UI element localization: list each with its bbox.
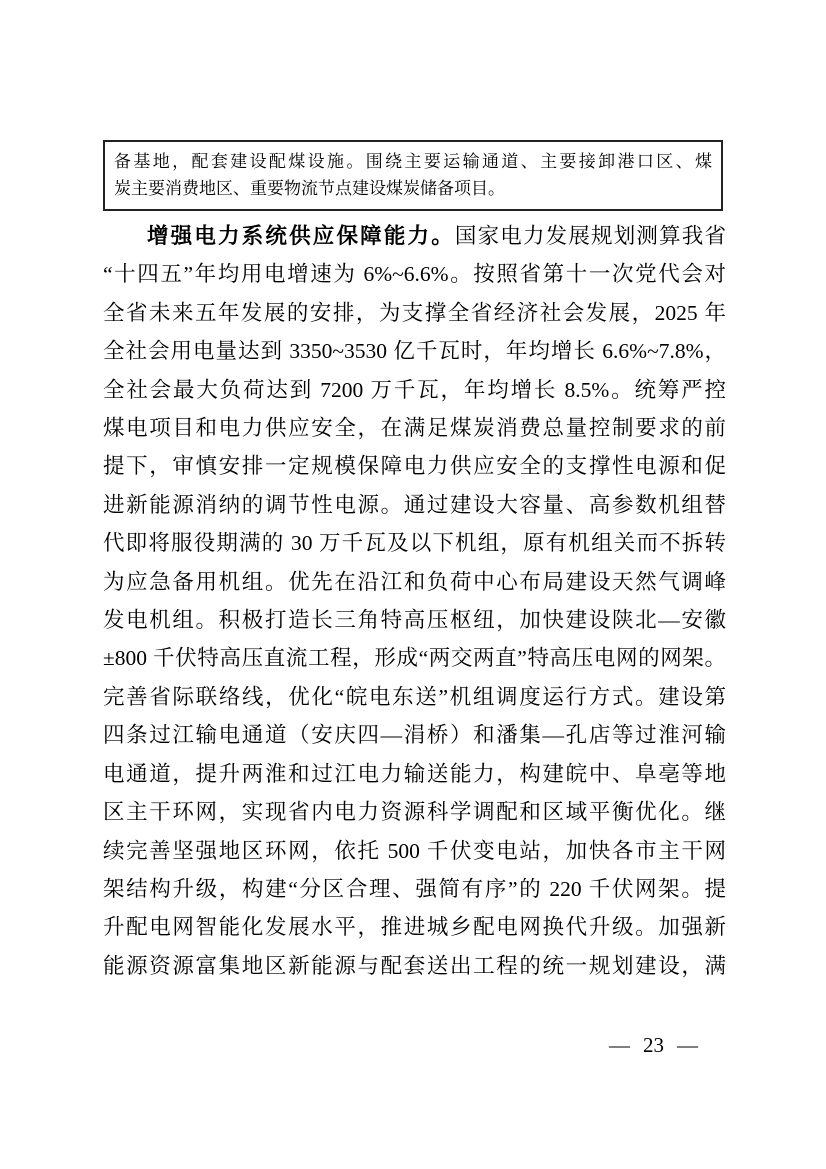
paragraph-lead-bold: 增强电力系统供应保障能力。 [147, 224, 455, 248]
text-line: 为应急备用机组。优先在沿江和负荷中心布局建设天然气调峰 [103, 569, 726, 594]
page-number: 23 [643, 1033, 664, 1057]
text-line: 区主干环网，实现省内电力资源科学调配和区域平衡优化。继 [103, 800, 726, 825]
text-line: 能源资源富集地区新能源与配套送出工程的统一规划建设，满 [103, 953, 726, 978]
text-line: 炭主要消费地区、重要物流节点建设煤炭储备项目。 [114, 179, 505, 198]
text-line: 煤电项目和电力供应安全，在满足煤炭消费总量控制要求的前 [103, 416, 726, 441]
footer-dash-right: — [677, 1033, 698, 1057]
text-line: 代即将服役期满的 30 万千瓦及以下机组，原有机组关而不拆转 [103, 531, 726, 556]
text-line: 完善省际联络线，优化“皖电东送”机组调度运行方式。建设第 [103, 684, 726, 709]
text-line: 全省未来五年发展的安排，为支撑全省经济社会发展，2025 年 [103, 300, 726, 325]
footer-dash-left: — [609, 1033, 630, 1057]
text-line: 全社会用电量达到 3350~3530 亿千瓦时，年均增长 6.6%~7.8%， [103, 339, 726, 364]
text-line: 续完善坚强地区环网，依托 500 千伏变电站，加快各市主干网 [103, 838, 726, 863]
boxed-paragraph [103, 140, 723, 211]
text-line: 全社会最大负荷达到 7200 万千瓦，年均增长 8.5%。统筹严控 [103, 377, 726, 402]
text-line: 备基地，配套建设配煤设施。围绕主要运输通道、主要接卸港口区、煤 [114, 152, 712, 171]
text-line: 升配电网智能化发展水平，推进城乡配电网换代升级。加强新 [103, 915, 726, 940]
text-line: 架结构升级，构建“分区合理、强简有序”的 220 千伏网架。提 [103, 876, 726, 901]
text-line: 四条过江输电通道（安庆四—涓桥）和潘集—孔店等过淮河输 [103, 723, 726, 748]
text-line: 提下，审慎安排一定规模保障电力供应安全的支撑性电源和促 [103, 454, 726, 479]
text-line: 进新能源消纳的调节性电源。通过建设大容量、高参数机组替 [103, 492, 726, 517]
boxed-paragraph-lines [114, 148, 712, 202]
page-footer [609, 1031, 698, 1059]
body-paragraph [103, 217, 726, 985]
text-line: ±800 千伏特高压直流工程，形成“两交两直”特高压电网的网架。 [103, 646, 726, 671]
text-line: “十四五”年均用电增速为 6%~6.6%。按照省第十一次党代会对 [103, 262, 726, 287]
text-line: 电通道，提升两淮和过江电力输送能力，构建皖中、阜亳等地 [103, 761, 726, 786]
text-line: 发电机组。积极打造长三角特高压枢纽，加快建设陕北—安徽 [103, 608, 726, 633]
text-line: 增强电力系统供应保障能力。国家电力发展规划测算我省 [147, 224, 726, 248]
